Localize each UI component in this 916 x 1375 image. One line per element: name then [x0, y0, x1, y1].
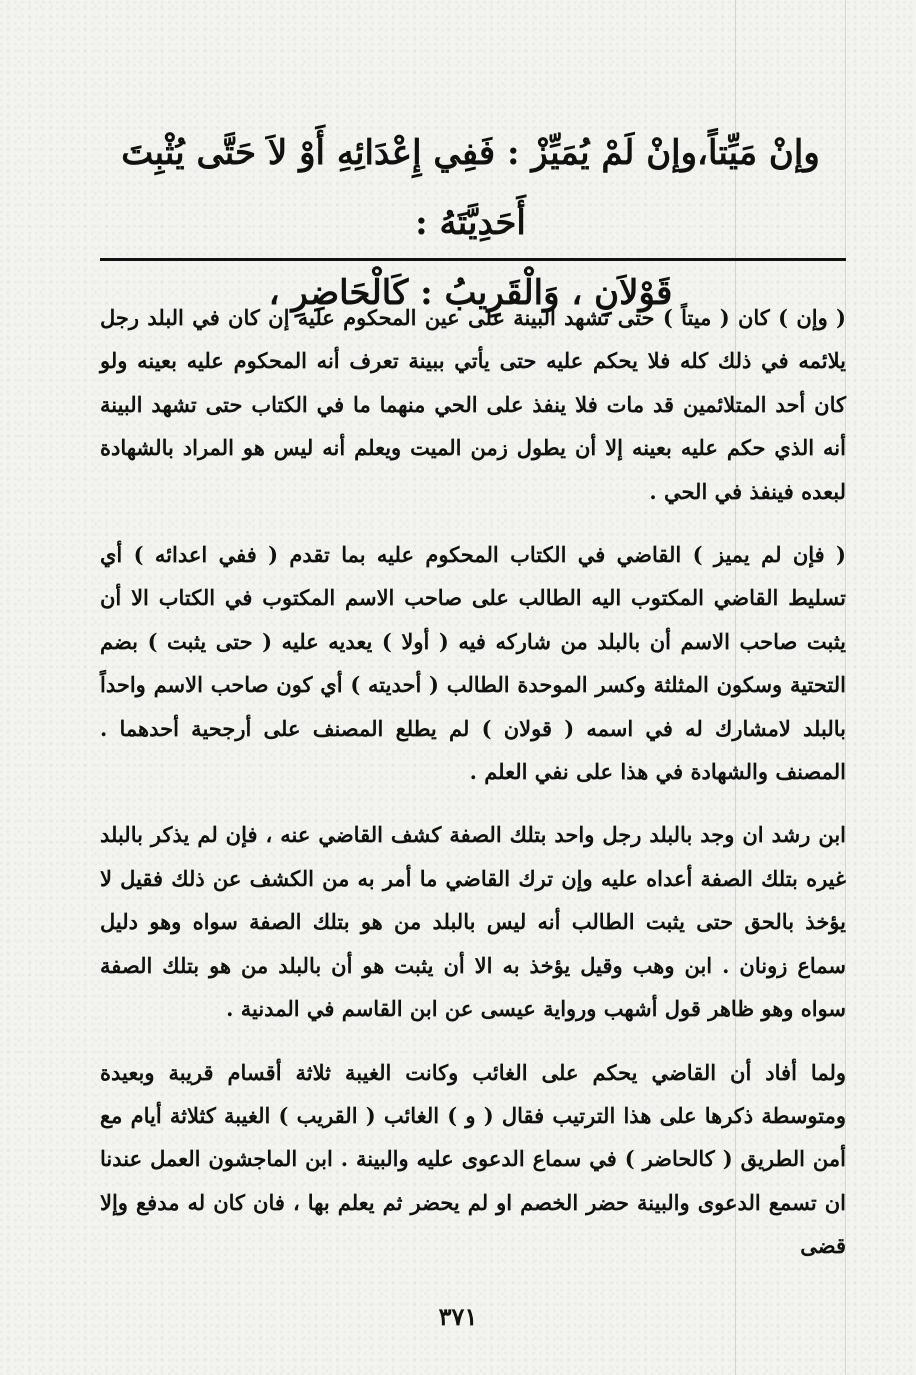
matn-line: وإنْ مَيِّتاً،وإنْ لَمْ يُمَيِّزْ : فَفِي إِعْدَائِهِ أَوْ لاَ حَتَّى يُثْبِتَ أَحَدِيَّتَهُ :: [121, 133, 820, 243]
commentary-paragraph: ( وإن ) كان ( ميتاً ) حتى تشهد البينة على عين المحكوم عليه إن كان في البلد رجل يلائمه في ذلك كله فلا يحكم عليه حتى يأتي ببينة تعرف أنه المحكوم عليه بعينه ولو كان أحد المتلائمين قد مات فلا ينفذ على الحي منهما ما في الكتاب حتى تشهد البينة أنه الذي حكم عليه بعينه إلا أن يطول زمن الميت ويعلم أنه ليس هو المراد بالشهادة لبعده فينفذ في الحي .: [100, 305, 846, 504]
commentary-paragraph: ابن رشد ان وجد بالبلد رجل واحد بتلك الصفة كشف القاضي عنه ، فإن لم يذكر بالبلد غيره بتلك الصفة أعداه عليه وإن ترك القاضي ما أمر به من الكشف عن ذلك فقيل لا يؤخذ بالحق حتى يثبت الطالب أنه ليس بالبلد من هو بتلك الصفة سواه وهو دليل سماع زونان . ابن وهب وقيل يؤخذ به الا أن يثبت هو أن بالبلد من هو بتلك الصفة سواه وهو ظاهر قول أشهب ورواية عيسى عن ابن القاسم في المدنية .: [100, 822, 846, 1022]
page-number: ٣٧١: [438, 1302, 478, 1331]
heading-divider: [100, 258, 846, 261]
commentary-body: [100, 296, 846, 1268]
matn-line: قَوْلاَنِ ، وَالْقَرِيبُ : كَالْحَاضِرِ ،: [268, 273, 673, 313]
commentary-paragraph: ( فإن لم يميز ) القاضي في الكتاب المحكوم عليه بما تقدم ( ففي اعدائه ) أي تسليط القاضي المكتوب اليه الطالب على صاحب الاسم المكتوب في الكتاب الا أن يثبت صاحب الاسم أن بالبلد من شاركه فيه ( أولا ) يعديه عليه ( حتى يثبت ) بضم التحتية وسكون المثلثة وكسر الموحدة الطالب ( أحديته ) أي كون صاحب الاسم واحداً بالبلد لامشارك له في اسمه ( قولان ) لم يطلع المصنف على أرجحية أحدهما . المصنف والشهادة في هذا على نفي العلم .: [100, 542, 847, 785]
commentary-paragraph: ولما أفاد أن القاضي يحكم على الغائب وكانت الغيبة ثلاثة أقسام قريبة وبعيدة ومتوسطة ذكرها على هذا الترتيب فقال ( و ) الغائب ( القريب ) الغيبة كثلاثة أيام مع أمن الطريق ( كالحاضر ) في سماع الدعوى عليه والبينة . ابن الماجشون العمل عندنا ان تسمع الدعوى والبينة حضر الخصم او لم يحضر ثم يعلم بها ، فان كان له مدفع وإلا قضى: [100, 1059, 846, 1259]
